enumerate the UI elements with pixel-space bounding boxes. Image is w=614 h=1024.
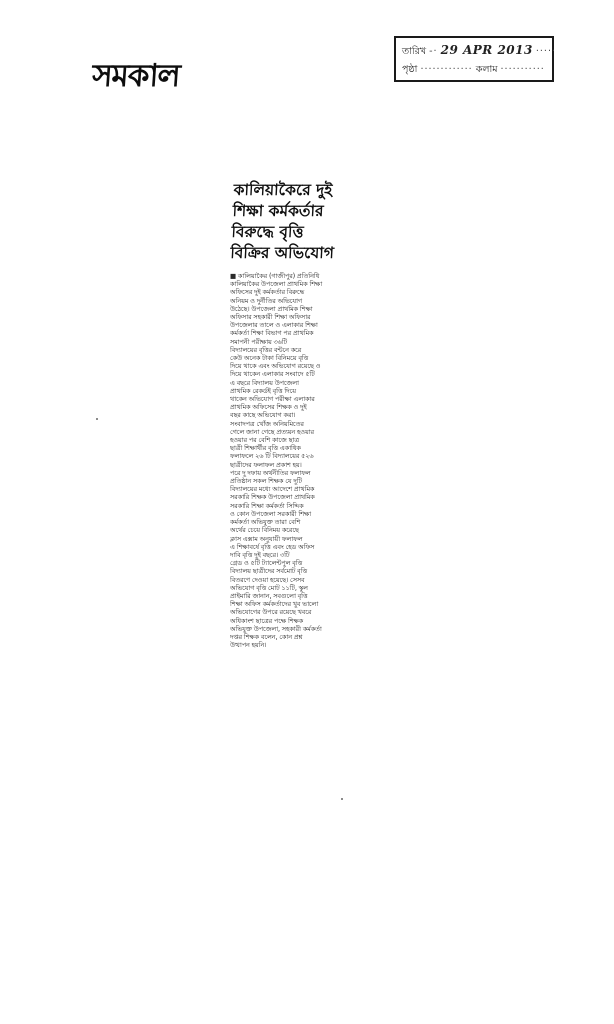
article-body-line: এ বছরে বিদ্যালয় উপজেলা <box>230 378 299 387</box>
article-body-line: কালিয়াকৈর উপজেলা প্রাথমিক শিক্ষা <box>230 280 323 289</box>
article-body-line: গেলে জানা গেছে প্রত্যয়ন হওয়ার <box>230 427 314 436</box>
article-body-line: সংবাদপত্র খোঁজ অনিয়মিতের <box>230 419 304 428</box>
article-body <box>230 272 388 649</box>
article-body-line: অনিয়ম ও দুর্নীতির অভিযোগ <box>230 296 302 305</box>
article-body-line: গ্রেড ও ৫টি ট্যালেন্টপুল বৃত্তি <box>230 559 303 568</box>
article-body-line: অর্থের চেয়ে বিনিময় করেছে <box>230 526 299 535</box>
article-body-line: ■ কালিয়াকৈর (গাজীপুর) প্রতিনিধি <box>230 272 320 280</box>
article-body-line: ফলাফলে ২৬ টি বিদ্যালয়ের ৫২৬ <box>230 452 314 461</box>
newspaper-masthead: সমকাল <box>90 58 181 94</box>
stamp-date-label: তারিখ <box>402 46 427 57</box>
headline-line: বিরুদ্ধে বৃত্তি <box>231 223 305 241</box>
article-body-line: দিয়ে থাকে এবং অভিযোগ রয়েছে ও <box>230 362 321 371</box>
article-body-line: শিক্ষা অফিস কর্মকর্তাদের খুব ভালো <box>230 600 319 609</box>
clipping-date-stamp <box>394 36 554 82</box>
article-body-line: ক্লাস এক্সাম অনুযায়ী ফলাফল <box>230 534 303 543</box>
article-body-line: অভিযুক্ত উপজেলা, সহকারী কর্মকর্তা <box>230 624 322 633</box>
stamp-date-row: তারিখ -· 29 APR 2013 ····· <box>402 43 556 57</box>
article-body-line: অফিসার সহকারী শিক্ষা অফিসার <box>230 313 311 322</box>
article-body-line: বিদ্যালয় ছাত্রীদের সর্বমোট বৃত্তি <box>230 567 308 576</box>
scan-speck <box>341 798 343 800</box>
article-body-line: দিয়ে থাকেন এলাকার সংবাদে ৫টি <box>230 370 315 379</box>
article-body-line: প্রাইমারি জানান, সবগুলো বৃত্তি <box>230 591 308 600</box>
headline-line: কালিয়াকৈরে দুই <box>233 181 333 199</box>
article-body-line: বিদ্যালয়ের মধ্যে আদেশে প্রাথমিক <box>230 485 315 494</box>
news-clipping <box>226 180 388 649</box>
stamp-column-label: কলাম <box>475 64 498 75</box>
article-body-line: সরকারি শিক্ষা কর্মকর্তা সিদ্দিক <box>230 501 304 510</box>
article-body-line: দাবি বৃত্তি দুই বছরে। ৩টি <box>230 550 290 559</box>
article-body-line: ছাত্রীদের ফলাফল প্রকাশ হয়। <box>230 460 302 469</box>
stamp-page-row: পৃষ্ঠা ············· কলাম ··········· <box>402 64 545 75</box>
article-body-line: হওয়ার পর বেশি কাজে ছাত্র <box>230 436 299 445</box>
article-body-line: অভিযোগের উপরে রয়েছে খবরে <box>230 608 312 617</box>
article-body-line: থাকেন অভিযোগ পরীক্ষা এলাকার <box>230 395 315 404</box>
article-body-line: উপজেলার তালে ও এলাকার শিক্ষা <box>230 321 318 330</box>
article-body-line: সরকারি শিক্ষক উপজেলা প্রাথমিক <box>230 493 315 502</box>
article-body-line: পরে দু দফায় অর্থনীতির ফলাফল <box>230 468 311 477</box>
article-body-line: ও কোন উপজেলা সরকারী শিক্ষা <box>230 509 312 518</box>
article-body-line: অফিসের দুই কর্মকর্তার বিরুদ্ধে <box>230 288 305 297</box>
article-body-line: সমাপনী পরীক্ষায় ৩৬টি <box>230 337 288 346</box>
stamp-page-label: পৃষ্ঠা <box>402 64 418 75</box>
article-body-line: বিতরণে দেওয়া হয়েছে। সেসব <box>230 575 305 584</box>
article-body-line: দপ্তর শিক্ষক বলেন, কোন প্রশ্ন <box>230 632 303 641</box>
headline-line: বিক্রির অভিযোগ <box>229 244 335 262</box>
article-body-line: কর্মকর্তা শিক্ষা বিভাগ পর প্রাথমিক <box>230 329 314 338</box>
article-body-line: কেউ অনেক টাকা বিনিময়ে বৃত্তি <box>230 354 309 363</box>
article-body-line: ছাত্রী শিক্ষার্থীর বৃত্তি একাধিক <box>230 444 301 453</box>
headline-line: শিক্ষা কর্মকর্তার <box>232 202 325 220</box>
article-headline <box>230 180 390 264</box>
scan-speck <box>96 418 98 420</box>
article-body-line: উঠেছে। উপজেলা প্রাথমিক শিক্ষা <box>230 304 313 313</box>
article-body-line: প্রাথমিক অফিসের শিক্ষক ও দুই <box>230 403 307 412</box>
article-body-line: অধিকাংশ ছাত্রের পক্ষে শিক্ষক <box>230 616 304 625</box>
article-body-line: কর্মকর্তা অভিযুক্ত তারা বেশি <box>230 518 301 527</box>
article-body-line: এ শিক্ষাবর্ষে বৃত্তি এবং হেড অফিস <box>230 542 315 551</box>
article-body-line: অভিযোগ বৃত্তি মোট ১১টি, স্কুল <box>230 583 308 592</box>
article-body-line: প্রাথমিক রেকর্ডই বৃত্তি দিয়ে <box>230 386 296 395</box>
stamp-date-value: 29 APR 2013 <box>440 43 533 57</box>
article-body-line: বিদ্যালয়ের বৃত্তির বন্টনে করে <box>230 345 302 354</box>
article-body-line: উত্থাপন হয়নি। <box>230 641 267 650</box>
article-body-line: প্রতিষ্ঠান সকল শিক্ষক যে দুটি <box>230 477 302 486</box>
article-body-line: বছর কাছে অভিযোগ করা। <box>230 411 296 420</box>
